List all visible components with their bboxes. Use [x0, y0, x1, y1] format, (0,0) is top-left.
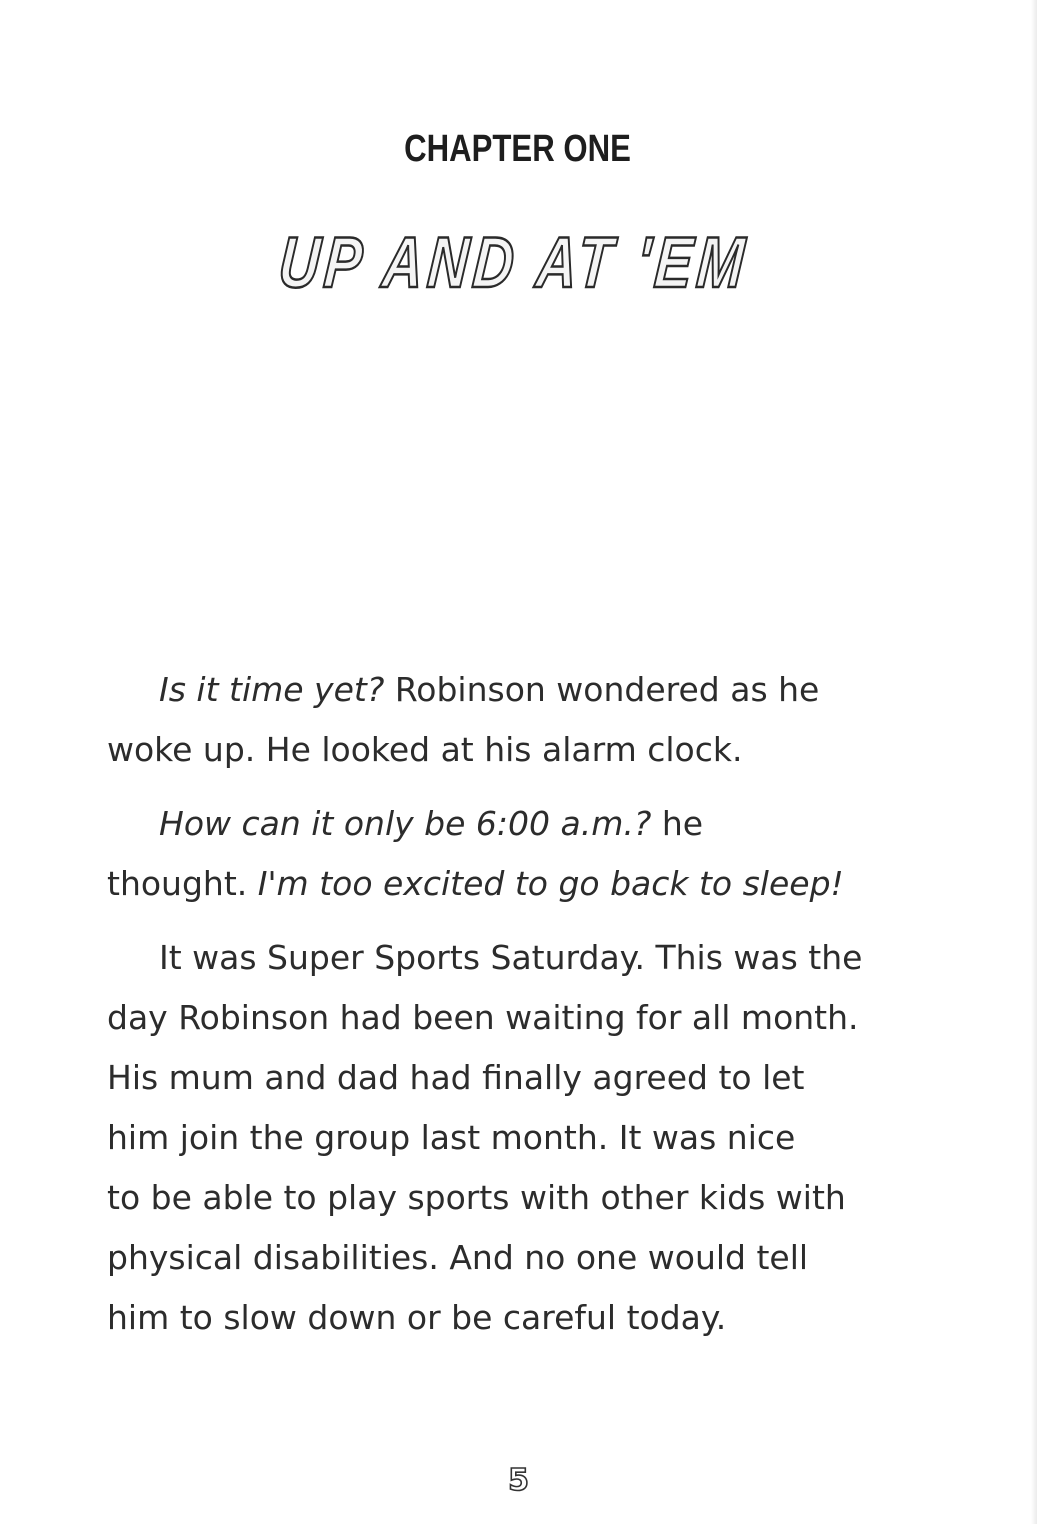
text-line — [107, 988, 927, 1048]
page-number: 5 — [508, 1463, 529, 1498]
text-span: It was Super Sports Saturday. This was the — [159, 938, 863, 977]
page-edge — [1031, 0, 1037, 1524]
paragraph — [107, 660, 927, 780]
text-line — [107, 1048, 927, 1108]
italic-text: How can it only be 6:00 a.m.? — [159, 804, 652, 843]
text-span: him to slow down or be careful today. — [107, 1298, 727, 1337]
text-span: Robinson wondered as he — [384, 670, 820, 709]
text-span: day Robinson had been waiting for all month. — [107, 998, 859, 1037]
paragraph — [107, 794, 927, 914]
text-span: physical disabilities. And no one would tell — [107, 1238, 809, 1277]
text-span: thought. — [107, 864, 258, 903]
text-line — [107, 794, 927, 854]
chapter-title: UP AND AT 'EM — [275, 223, 752, 303]
text-line — [107, 1228, 927, 1288]
italic-text: Is it time yet? — [159, 670, 385, 709]
text-span: him join the group last month. It was nice — [107, 1118, 796, 1157]
chapter-label: CHAPTER ONE — [404, 128, 631, 170]
italic-text: I'm too excited to go back to sleep! — [257, 864, 844, 903]
text-span: he — [651, 804, 704, 843]
body-text — [107, 660, 927, 1362]
text-line — [107, 928, 927, 988]
text-line — [107, 854, 927, 914]
text-span: woke up. He looked at his alarm clock. — [107, 730, 743, 769]
text-span: His mum and dad had finally agreed to let — [107, 1058, 805, 1097]
text-line — [107, 720, 927, 780]
text-line — [107, 1168, 927, 1228]
paragraph — [107, 928, 927, 1348]
text-line — [107, 1108, 927, 1168]
text-span: to be able to play sports with other kids with — [107, 1178, 846, 1217]
text-line — [107, 660, 927, 720]
text-line — [107, 1288, 927, 1348]
